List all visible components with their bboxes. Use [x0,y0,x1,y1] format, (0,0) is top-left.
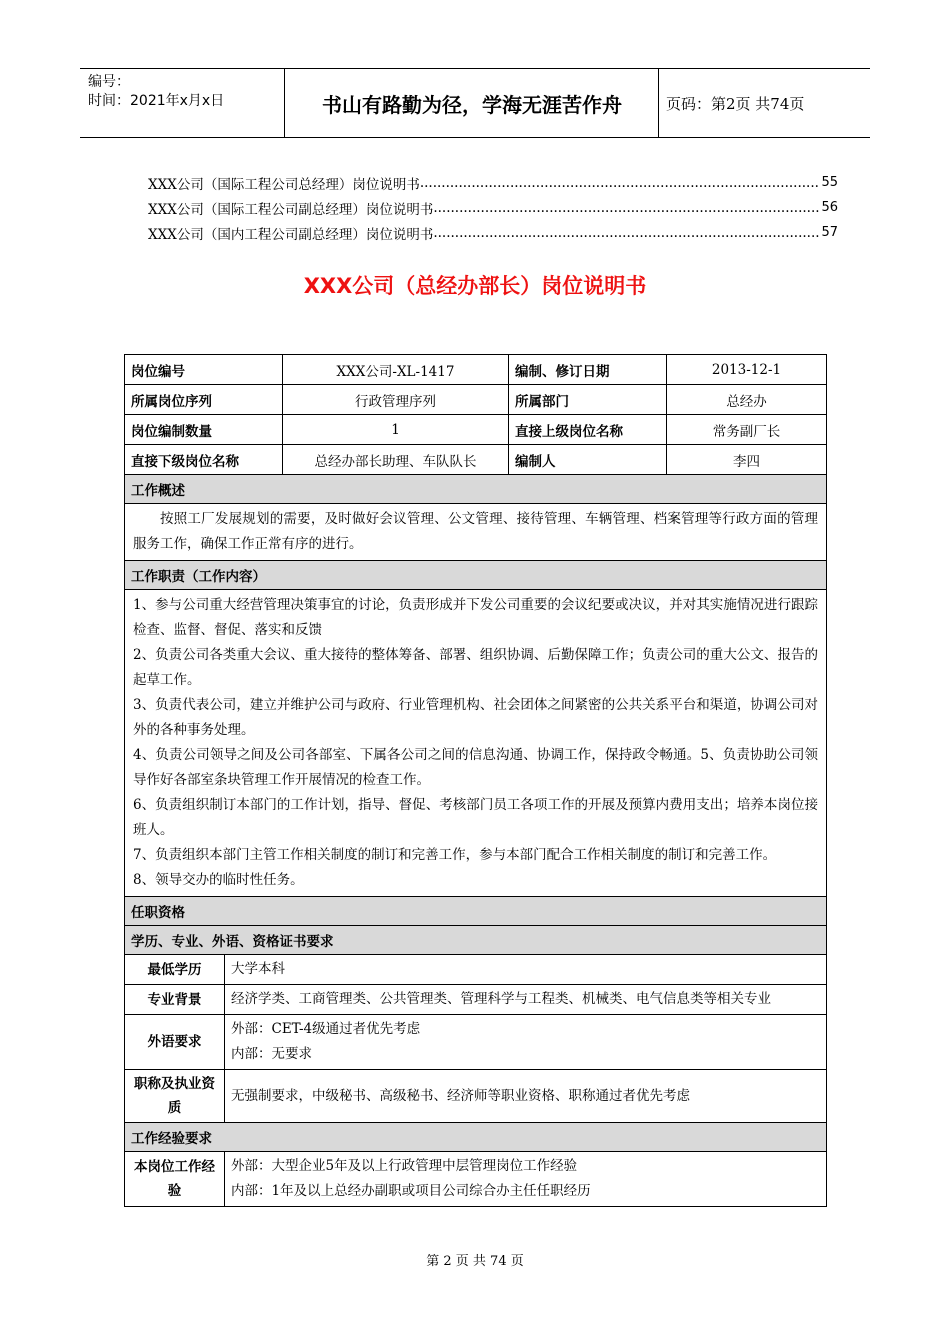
sequence-label: 所属岗位序列 [125,385,283,415]
duty-item: 4、负责公司领导之间及公司各部室、下属各公司之间的信息沟通、协调工作，保持政令畅通。5、负责协助公司领导作好各部室条块管理工作开展情况的检查工作。 [133,747,818,788]
toc-leader [420,175,820,191]
sequence-value: 行政管理序列 [283,385,509,415]
language-external: 外部：CET-4级通过者优先考虑 [231,1021,421,1037]
major-label: 专业背景 [125,985,225,1015]
position-no-label: 岗位编号 [125,355,283,385]
duty-item: 6、负责组织制订本部门的工作计划，指导、督促、考核部门员工各项工作的开展及预算内费用支出；培养本岗位接班人。 [133,797,818,838]
author-value: 李四 [667,445,827,475]
language-internal: 内部：无要求 [231,1046,312,1062]
language-value [225,1015,827,1070]
job-description-table [124,354,827,1207]
header-time: 时间：2021年x月x日 [88,93,225,109]
revise-date-label: 编制、修订日期 [509,355,667,385]
table-row [125,897,827,926]
superior-label: 直接上级岗位名称 [509,415,667,445]
duty-item: 2、负责公司各类重大会议、重大接待的整体筹备、部署、组织协调、后勤保障工作；负责公司的重大公文、报告的起草工作。 [133,647,818,688]
toc-leader [433,225,819,241]
experience-value [225,1152,827,1207]
position-no-value: XXX公司-XL-1417 [283,355,509,385]
revise-date-value: 2013-12-1 [667,355,827,385]
toc-entry-page: 55 [821,175,838,190]
duties-section-header: 工作职责（工作内容） [125,561,827,590]
duty-item: 3、负责代表公司，建立并维护公司与政府、行业管理机构、社会团体之间紧密的公共关系平台和渠道，协调公司对外的各种事务处理。 [133,697,818,738]
table-row [125,504,827,561]
table-row [125,561,827,590]
page-header [80,68,870,138]
table-row [125,1015,827,1070]
table-row [125,415,827,445]
experience-internal: 内部：1年及以上总经办副职或项目公司综合办主任任职经历 [231,1183,591,1199]
overview-text: 按照工厂发展规划的需要，及时做好会议管理、公文管理、接待管理、车辆管理、档案管理等行政方面的管理服务工作，确保工作正常有序的进行。 [125,504,827,561]
table-row [125,985,827,1015]
header-number: 编号： [88,74,130,90]
education-value: 大学本科 [225,955,827,985]
table-row [125,1152,827,1207]
superior-value: 常务副厂长 [667,415,827,445]
cert-label: 职称及执业资质 [125,1070,225,1123]
major-value: 经济学类、工商管理类、公共管理类、管理科学与工程类、机械类、电气信息类等相关专业 [225,985,827,1015]
table-row [125,475,827,504]
page-footer: 第 2 页 共 74 页 [426,1254,524,1269]
duty-item: 1、参与公司重大经营管理决策事宜的讨论，负责形成并下发公司重要的会议纪要或决议，并对其实施情况进行跟踪检查、监督、督促、落实和反馈 [133,597,818,638]
toc-leader [433,200,819,216]
toc-entry-title: XXX公司（国际工程公司总经理）岗位说明书 [148,176,420,193]
table-row [125,955,827,985]
toc-entry[interactable] [148,220,838,245]
headcount-value: 1 [283,415,509,445]
experience-external: 外部：大型企业5年及以上行政管理中层管理岗位工作经验 [231,1158,578,1174]
subordinate-label: 直接下级岗位名称 [125,445,283,475]
table-row [125,590,827,897]
toc-entry[interactable] [148,170,838,195]
table-row [125,385,827,415]
table-row [125,355,827,385]
table-row [125,1070,827,1123]
table-row [125,445,827,475]
subordinate-value: 总经办部长助理、车队队长 [283,445,509,475]
overview-section-header: 工作概述 [125,475,827,504]
author-label: 编制人 [509,445,667,475]
duty-item: 8、领导交办的临时性任务。 [133,872,304,888]
header-motto: 书山有路勤为径，学海无涯苦作舟 [322,92,622,117]
education-label: 最低学历 [125,955,225,985]
header-divider-right [658,69,659,137]
language-label: 外语要求 [125,1015,225,1070]
table-row [125,926,827,955]
duty-item: 7、负责组织本部门主管工作相关制度的制订和完善工作，参与本部门配合工作相关制度的制订和完善工作。 [133,847,777,863]
header-divider-left [284,69,285,137]
qualification-section-header: 任职资格 [125,897,827,926]
toc-entry-title: XXX公司（国内工程公司副总经理）岗位说明书 [148,226,434,243]
toc-entry-page: 57 [821,225,838,240]
duties-list [125,590,827,897]
toc-entry[interactable] [148,195,838,220]
table-row [125,1123,827,1152]
department-label: 所属部门 [509,385,667,415]
toc-entry-page: 56 [821,200,838,215]
experience-label: 本岗位工作经验 [125,1152,225,1207]
experience-section-header: 工作经验要求 [125,1123,827,1152]
department-value: 总经办 [667,385,827,415]
header-page-info: 页码：第2页 共74页 [666,94,805,113]
header-meta [88,73,284,111]
cert-value: 无强制要求，中级秘书、高级秘书、经济师等职业资格、职称通过者优先考虑 [225,1070,827,1123]
toc-entry-title: XXX公司（国际工程公司副总经理）岗位说明书 [148,201,434,218]
document-title: XXX公司（总经办部长）岗位说明书 [303,274,647,298]
qualification-subsection-header: 学历、专业、外语、资格证书要求 [125,926,827,955]
table-of-contents [148,170,838,245]
headcount-label: 岗位编制数量 [125,415,283,445]
